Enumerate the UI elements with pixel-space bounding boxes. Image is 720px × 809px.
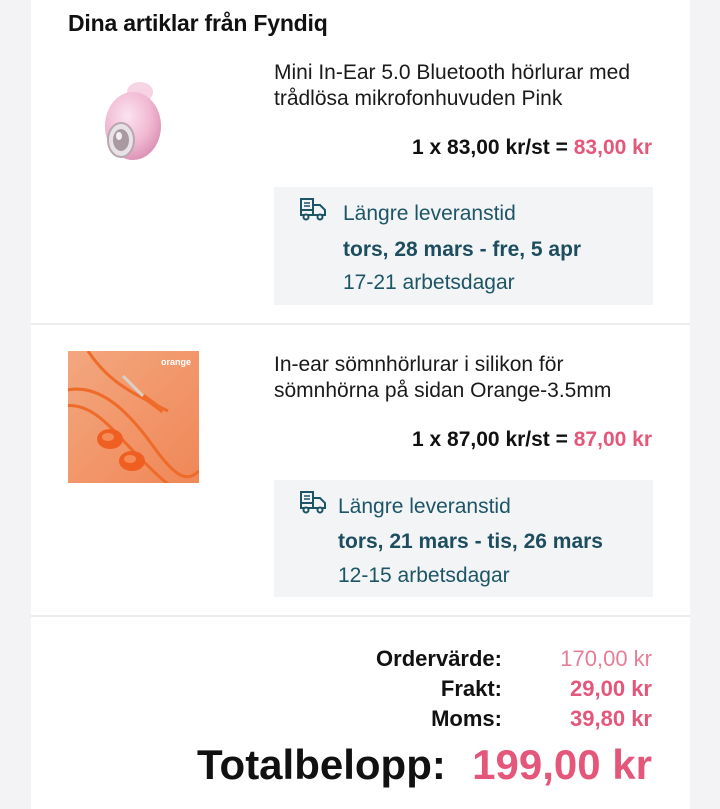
line-total: 87,00 kr <box>573 428 652 451</box>
product-title[interactable]: Mini In-Ear 5.0 Bluetooth hörlurar med trådlösa mikrofonhuvuden Pink <box>274 61 631 110</box>
divider <box>31 615 690 617</box>
delivery-dates: tors, 21 mars - tis, 26 mars <box>338 530 603 553</box>
delivery-label: Längre leveranstid <box>338 495 511 518</box>
delivery-info-box <box>274 480 653 597</box>
product-image-text: orange <box>161 357 192 367</box>
vat-amount: 39,80 kr <box>570 706 652 731</box>
page-title: Dina artiklar från Fyndiq <box>68 10 328 36</box>
delivery-dates: tors, 28 mars - fre, 5 apr <box>343 238 582 261</box>
price-line <box>412 428 652 452</box>
order-value: 170,00 kr <box>560 646 652 671</box>
product-title[interactable]: In-ear sömnhörlurar i silikon för sömnhörna på sidan Orange-3.5mm <box>274 353 612 402</box>
product-image-pink-earbud[interactable] <box>91 70 171 170</box>
divider <box>31 323 690 325</box>
order-items-card <box>31 0 690 809</box>
shipping-cost: 29,00 kr <box>570 676 652 701</box>
shipping-label: Frakt: <box>440 676 502 701</box>
delivery-truck-icon <box>300 490 327 514</box>
total-amount: 199,00 kr <box>472 741 652 788</box>
price-line <box>412 136 652 160</box>
line-total: 83,00 kr <box>573 136 652 159</box>
vat-label: Moms: <box>431 706 502 731</box>
total-label: Totalbelopp: <box>197 741 446 788</box>
delivery-label: Längre leveranstid <box>343 202 516 225</box>
delivery-days: 12-15 arbetsdagar <box>338 564 510 587</box>
delivery-truck-icon <box>300 197 327 221</box>
order-value-label: Ordervärde: <box>376 646 502 671</box>
quantity-price: 1 x 87,00 kr/st = <box>412 428 568 451</box>
product-image-orange-earphones[interactable] <box>68 351 199 483</box>
delivery-days: 17-21 arbetsdagar <box>343 271 515 294</box>
delivery-info-box <box>274 187 653 305</box>
quantity-price: 1 x 83,00 kr/st = <box>412 136 568 159</box>
